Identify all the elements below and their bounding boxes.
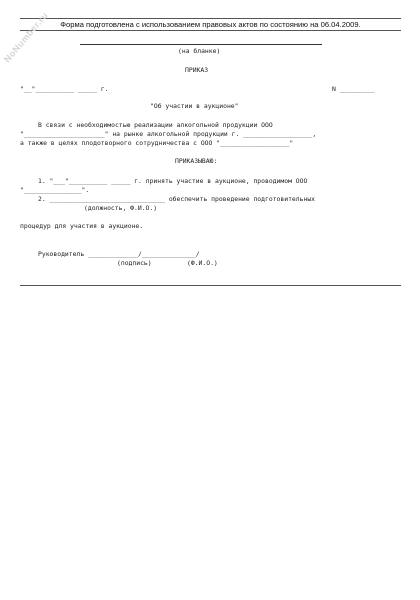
name-caption: (Ф.И.О.) bbox=[187, 259, 218, 267]
preamble-line-1: В связи с необходимостью реализации алкогольной продукции ООО bbox=[38, 121, 273, 129]
order-number: N _________ bbox=[332, 85, 375, 93]
blank-caption: (на бланке) bbox=[178, 47, 221, 55]
item-2-caption: (должность, Ф.И.О.) bbox=[84, 204, 158, 212]
letterhead-line bbox=[80, 44, 322, 45]
item-1-line-1: 1. "___"__________ _____ г. принять участие в аукционе, проводимом ООО bbox=[38, 177, 308, 185]
preamble-line-3: а также в целях плодотворного сотрудничества с ООО "__________________" bbox=[20, 139, 294, 147]
item-2-line-1: 2. ______________________________ обеспечить проведение подготовительных bbox=[38, 195, 316, 203]
bottom-rule bbox=[20, 285, 401, 286]
order-word: ПРИКАЗЫВАЮ: bbox=[175, 157, 218, 165]
document-title: ПРИКАЗ bbox=[185, 66, 209, 74]
item-2-line-3: процедур для участия в аукционе. bbox=[20, 222, 144, 230]
watermark-logo: NoNumber.ru bbox=[2, 10, 50, 65]
signature-line: Руководитель _____________/______________/ bbox=[38, 250, 200, 258]
form-version-banner: Форма подготовлена с использованием правовых актов по состоянию на 06.04.2009. bbox=[20, 18, 401, 31]
signature-caption: (подпись) bbox=[117, 259, 152, 267]
order-subject: "Об участии в аукционе" bbox=[150, 102, 239, 110]
item-1-line-2: "_______________". bbox=[20, 186, 90, 194]
order-date: "__"__________ _____ г. bbox=[20, 85, 109, 93]
preamble-line-2: "_____________________" на рынке алкогольной продукции г. __________________, bbox=[20, 130, 317, 138]
